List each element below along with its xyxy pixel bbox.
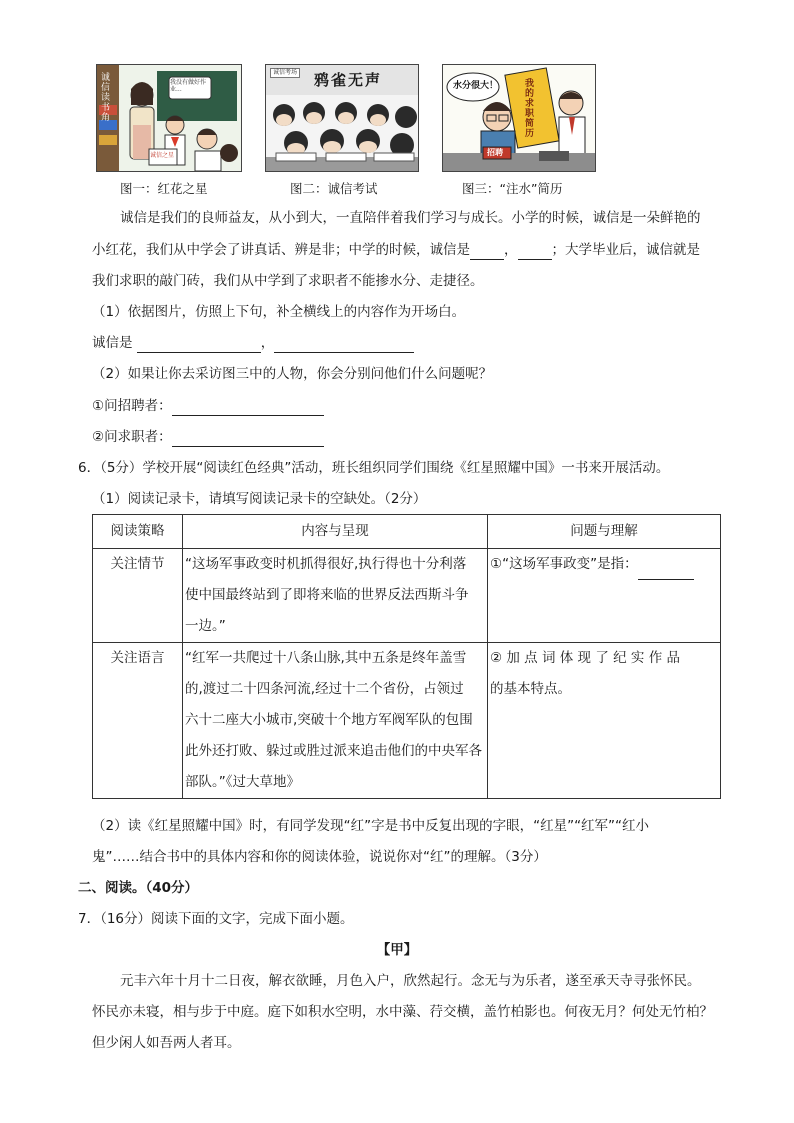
- section-2-heading: 二、阅读。（40分）: [78, 880, 199, 896]
- table-header-content: 内容与呈现: [183, 515, 488, 549]
- row-2-content-line: “红军一共爬过十八条山脉,其中五条是终年盖雪: [185, 650, 467, 666]
- figure-2-badge-text: 诚信考场: [270, 68, 300, 78]
- row-2-question: [488, 643, 721, 799]
- row-2-strategy: 关注语言: [93, 643, 183, 799]
- q1-prompt: （1）依据图片，仿照上下句，补全横线上的内容作为开场白。: [92, 304, 466, 320]
- table-header-row: [93, 515, 721, 549]
- figure-3-sign-text: 招聘: [487, 148, 503, 157]
- table-header-strategy: 阅读策略: [93, 515, 183, 549]
- q1-blank-2[interactable]: [274, 336, 414, 353]
- row-1-answer-blank[interactable]: [638, 563, 694, 580]
- intro-line-2-c: ；大学毕业后，诚信就是: [551, 242, 700, 258]
- q7-passage-line-3: 但少闲人如吾两人者耳。: [92, 1035, 241, 1051]
- q7-passage-line-1: 元丰六年十月十二日夜，解衣欲睡，月色入户，欣然起行。念无与为乐者，遂至承天寺寻张怀民。: [120, 973, 701, 989]
- figure-3-resume-text: 我的求职简历: [525, 79, 535, 139]
- q2-answer-2-label: ②问求职者：: [92, 429, 172, 445]
- figure-2-image: [265, 64, 419, 172]
- figure-3-bubble-text: 水分很大！: [453, 81, 499, 91]
- row-2-content-line: 的,渡过二十四条河流,经过十二个省份，占领过: [185, 681, 464, 697]
- q7-header: 7．（16分）阅读下面的文字，完成下面小题。: [78, 911, 354, 927]
- intro-line-2-a: 小红花，我们从中学会了讲真话、辨是非；中学的时候，诚信是: [92, 242, 470, 258]
- q7-passage-line-2: 怀民亦未寝，相与步于中庭。庭下如积水空明，水中藻、荇交横，盖竹柏影也。何夜无月？何处无竹柏？: [92, 1004, 713, 1020]
- figure-1-image: [96, 64, 242, 172]
- q2-answer-1-label: ①问招聘者：: [92, 398, 172, 414]
- row-2-content-line: 六十二座大小城市,突破十个地方军阀军队的包围: [185, 712, 473, 728]
- row-1-content-line: “这场军事政变时机抓得很好,执行得也十分利落: [185, 556, 467, 572]
- row-1-content: [183, 549, 488, 643]
- q6-sub2-line-2: 鬼”……结合书中的具体内容和你的阅读体验，说说你对“红”的理解。（3分）: [92, 849, 547, 865]
- q6-header: 6．（5分）学校开展“阅读红色经典”活动，班长组织同学们围绕《红星照耀中国》一书来开展活动。: [78, 460, 670, 476]
- figure-1-board-text: 我没有做好作业...: [170, 79, 207, 93]
- intro-blank-1[interactable]: [470, 243, 504, 260]
- row-1-strategy: 关注情节: [93, 549, 183, 643]
- intro-line-1: 诚信是我们的良师益友，从小到大，一直陪伴着我们学习与成长。小学的时候，诚信是一朵鲜艳的: [120, 210, 701, 226]
- row-1-content-line: 使中国最终站到了即将来临的世界反法西斯斗争: [185, 587, 469, 603]
- figure-3-caption: 图三：“注水”简历: [462, 181, 563, 196]
- row-2-content-line: 此外还打败、躲过或胜过派来追击他们的中央军各: [185, 743, 482, 759]
- q6-sub2-line-1: （2）读《红星照耀中国》时，有同学发现“红”字是书中反复出现的字眼，“红星”“红军”“红小: [92, 818, 650, 834]
- row-1-content-line: 一边。”: [185, 618, 226, 634]
- figure-2-caption: 图二：诚信考试: [290, 181, 378, 196]
- q1-answer-line: [92, 333, 414, 353]
- row-1-question-text: ①“这场军事政变”是指：: [490, 556, 638, 572]
- q1-answer-sep: ，: [260, 335, 275, 351]
- row-2-content: [183, 643, 488, 799]
- row-2-question-line: 的基本特点。: [490, 681, 571, 697]
- intro-line-2: [92, 240, 700, 260]
- figure-1-sign-text: 诚信读书角: [101, 73, 111, 123]
- q2-answer-1: [92, 396, 324, 416]
- q7-passage-label: 【甲】: [376, 942, 418, 958]
- row-1-question: [488, 549, 721, 643]
- q1-blank-1[interactable]: [137, 336, 261, 353]
- intro-line-3: 我们求职的敲门砖，我们从中学到了求职者不能掺水分、走捷径。: [92, 273, 484, 289]
- q2-prompt: （2）如果让你去采访图三中的人物，你会分别问他们什么问题呢？: [92, 366, 493, 382]
- table-header-question: 问题与理解: [488, 515, 721, 549]
- figure-3-image: [442, 64, 596, 172]
- row-2-content-line: 部队。”《过大草地》: [185, 774, 300, 790]
- intro-line-2-b: ，: [504, 242, 518, 258]
- figure-1-caption: 图一：红花之星: [120, 181, 208, 196]
- figure-1-card-text: 诚信之星: [150, 152, 175, 159]
- q2-answer-2: [92, 427, 324, 447]
- table-row: [93, 643, 721, 799]
- reading-record-table: [92, 514, 721, 799]
- intro-blank-2[interactable]: [518, 243, 552, 260]
- q6-sub1: （1）阅读记录卡，请填写阅读记录卡的空缺处。（2分）: [92, 491, 427, 507]
- q2-blank-1[interactable]: [172, 399, 324, 416]
- table-row: [93, 549, 721, 643]
- q1-answer-prefix: 诚信是: [92, 335, 133, 351]
- row-2-question-line: ② 加 点 词 体 现 了 纪 实 作 品: [490, 650, 681, 666]
- figure-2-title-text: 鸦雀无声: [314, 71, 383, 89]
- q2-blank-2[interactable]: [172, 430, 324, 447]
